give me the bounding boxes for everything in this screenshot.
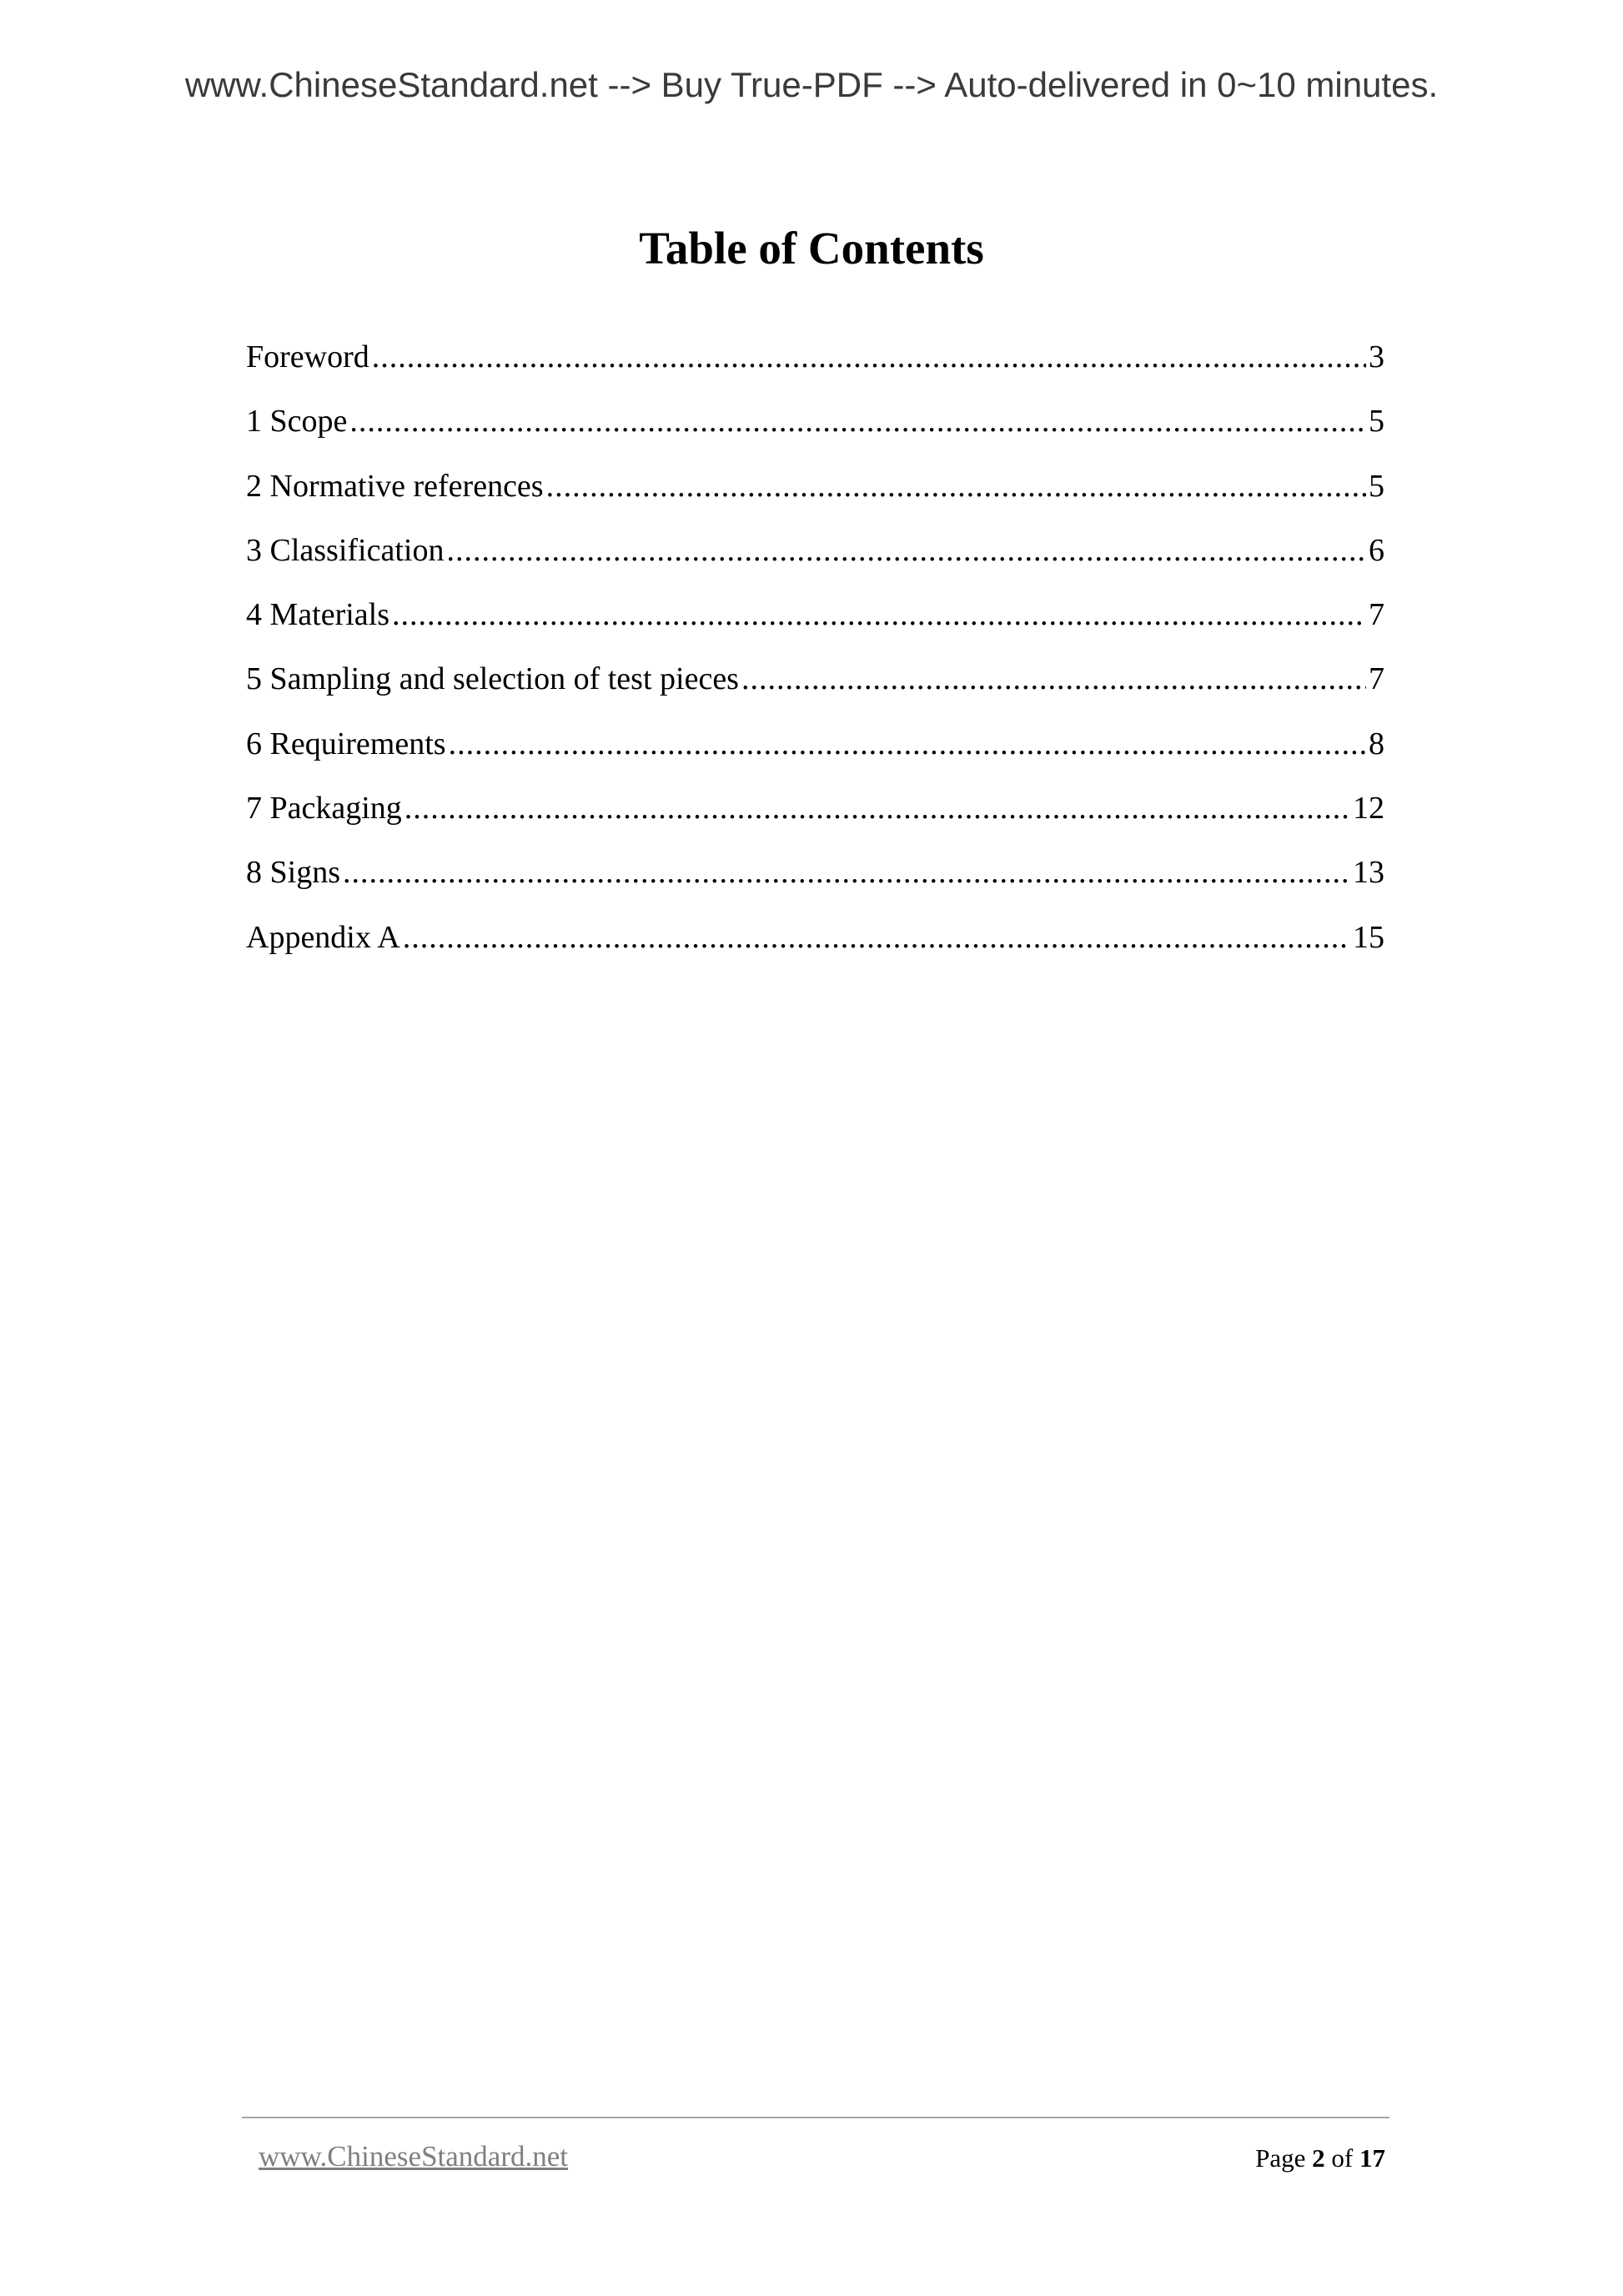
toc-entry-materials[interactable] bbox=[246, 591, 1384, 656]
toc-dot-leader bbox=[741, 656, 1366, 702]
footer-site-link[interactable]: www.ChineseStandard.net bbox=[259, 2140, 568, 2173]
toc-entry-signs[interactable] bbox=[246, 849, 1384, 913]
toc-entry-page: 12 bbox=[1353, 791, 1384, 826]
toc-dot-leader bbox=[546, 463, 1366, 510]
toc-dot-leader bbox=[392, 591, 1366, 638]
toc-entry-page: 7 bbox=[1369, 597, 1384, 633]
footer-page-number bbox=[1255, 2143, 1385, 2173]
toc-entry-label: Appendix A bbox=[246, 919, 400, 955]
toc-entry-page: 13 bbox=[1353, 855, 1384, 891]
toc-entry-page: 7 bbox=[1369, 661, 1384, 697]
toc-dot-leader bbox=[404, 785, 1350, 831]
toc-entry-classification[interactable] bbox=[246, 527, 1384, 591]
footer-divider bbox=[242, 2117, 1389, 2118]
toc-list bbox=[246, 334, 1384, 978]
toc-entry-page: 5 bbox=[1369, 468, 1384, 504]
toc-entry-label: 7 Packaging bbox=[246, 791, 402, 826]
page-current: 2 bbox=[1312, 2143, 1325, 2173]
toc-entry-label: 5 Sampling and selection of test pieces bbox=[246, 661, 739, 697]
page-of: of bbox=[1331, 2143, 1354, 2173]
toc-entry-label: 1 Scope bbox=[246, 404, 348, 440]
toc-entry-scope[interactable] bbox=[246, 398, 1384, 462]
toc-entry-label: 8 Signs bbox=[246, 855, 340, 891]
page-total: 17 bbox=[1359, 2143, 1385, 2173]
toc-entry-page: 5 bbox=[1369, 404, 1384, 440]
toc-entry-foreword[interactable] bbox=[246, 334, 1384, 398]
header-banner: www.ChineseStandard.net --> Buy True-PDF --> Auto-delivered in 0~10 minutes. bbox=[184, 65, 1439, 104]
toc-entry-page: 15 bbox=[1353, 919, 1384, 955]
toc-entry-label: 3 Classification bbox=[246, 532, 445, 568]
toc-entry-label: Foreword bbox=[246, 339, 369, 374]
toc-dot-leader bbox=[403, 914, 1350, 961]
toc-dot-leader bbox=[446, 527, 1366, 574]
toc-dot-leader bbox=[343, 849, 1350, 896]
toc-entry-label: 6 Requirements bbox=[246, 726, 446, 761]
toc-entry-label: 4 Materials bbox=[246, 597, 390, 633]
toc-dot-leader bbox=[449, 721, 1366, 767]
toc-entry-sampling[interactable] bbox=[246, 656, 1384, 720]
toc-dot-leader bbox=[349, 398, 1366, 445]
toc-entry-page: 8 bbox=[1369, 726, 1384, 761]
toc-entry-normative-references[interactable] bbox=[246, 463, 1384, 527]
toc-entry-requirements[interactable] bbox=[246, 721, 1384, 785]
page-title: Table of Contents bbox=[639, 223, 984, 274]
toc-entry-label: 2 Normative references bbox=[246, 468, 544, 504]
toc-dot-leader bbox=[372, 334, 1366, 380]
toc-entry-page: 3 bbox=[1369, 339, 1384, 374]
toc-entry-page: 6 bbox=[1369, 532, 1384, 568]
toc-entry-packaging[interactable] bbox=[246, 785, 1384, 849]
toc-entry-appendix-a[interactable] bbox=[246, 914, 1384, 978]
page-prefix: Page bbox=[1255, 2143, 1306, 2173]
